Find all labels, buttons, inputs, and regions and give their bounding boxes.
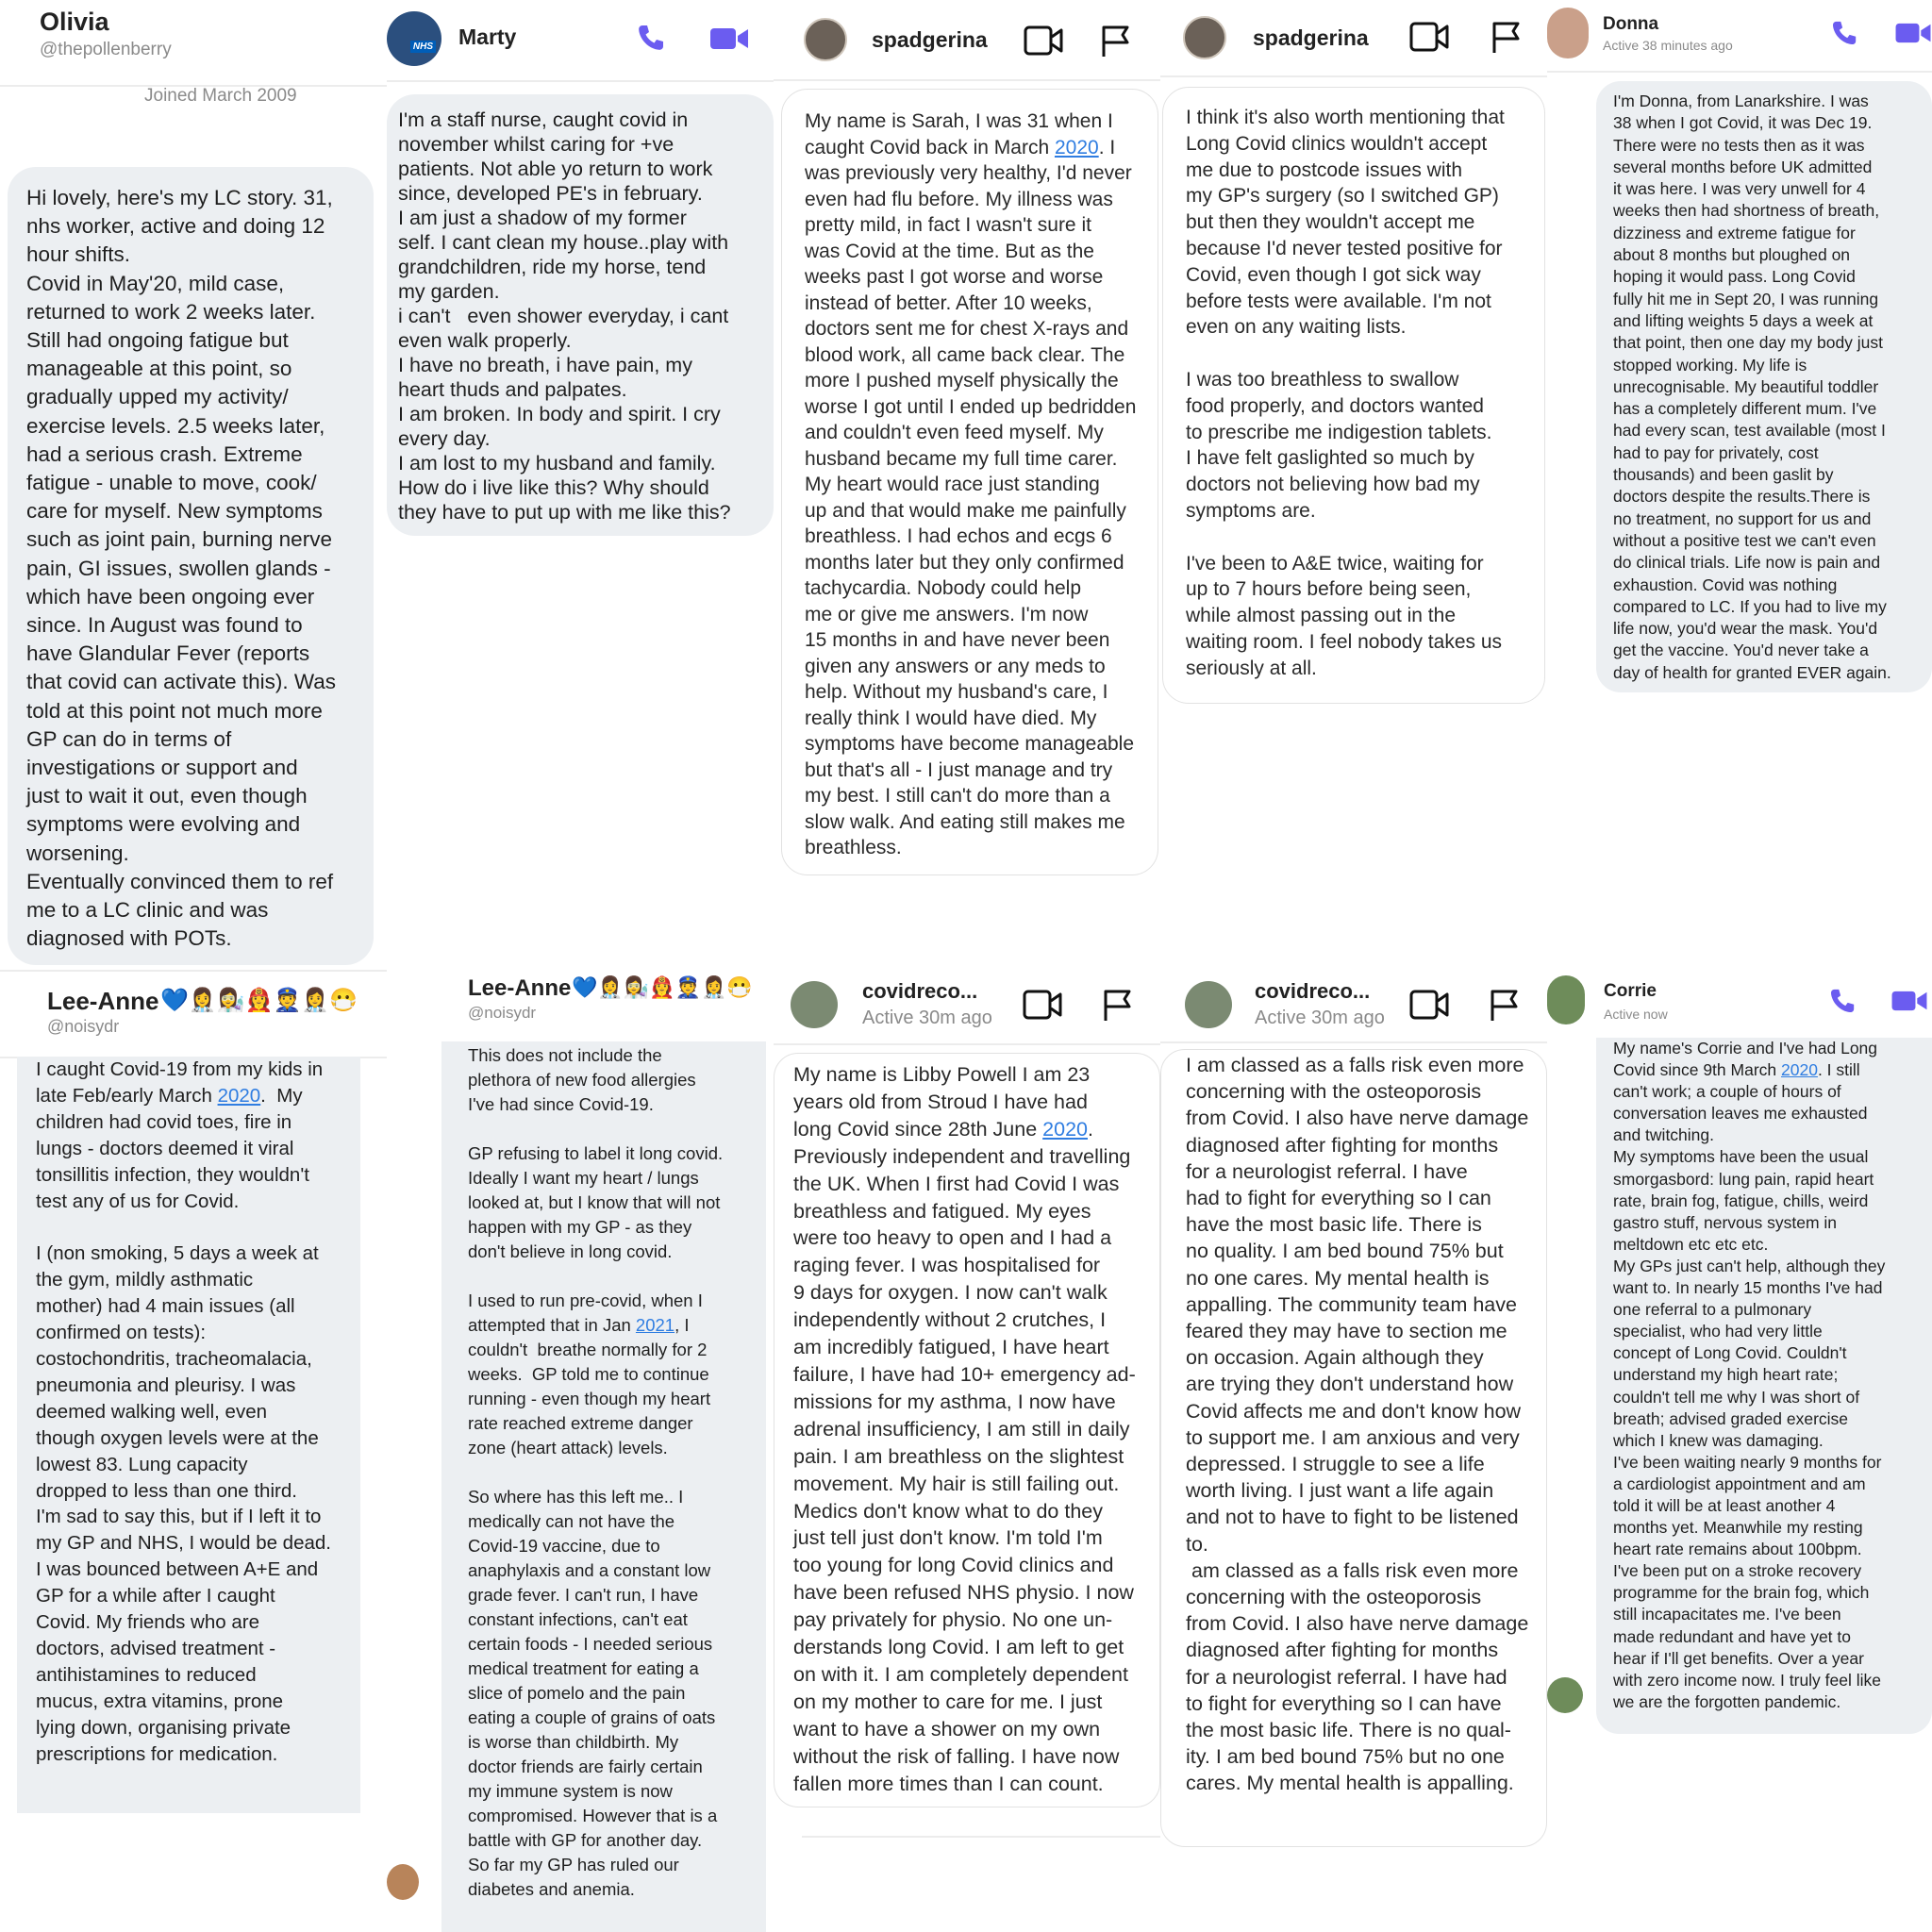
flag-icon[interactable]: [1489, 989, 1521, 1023]
avatar: [387, 11, 441, 66]
message-bubble: I think it's also worth mentioning that Long Covid clinics wouldn't accept me due to postcode issues with my GP's surgery (so I switched GP) but then they wouldn't accept me because I'd never tested positive for Covid, even though I got sick way before tests were available. I'm not even on any waiting lists. I was too breathless to swallow food properly, and doctors wanted to prescribe me indigestion tablets. I have felt gaslighted so much by doctors not believing how bad my symptoms are. I've been to A&E twice, waiting for up to 7 hours before being seen, while almost passing out in the waiting room. I feel nobody takes us seriously at all.: [1162, 87, 1545, 704]
footer-divider: [802, 1836, 1160, 1838]
active-status: Active 30m ago: [862, 1008, 992, 1028]
phone-icon[interactable]: [1830, 19, 1858, 47]
joined-date: Joined March 2009: [144, 86, 297, 106]
active-status: Active 38 minutes ago: [1603, 38, 1733, 53]
flag-icon[interactable]: [1100, 25, 1132, 58]
avatar: [1547, 1677, 1583, 1713]
contact-name: spadgerina: [872, 27, 988, 52]
message-bubble: My name is Sarah, I was 31 when I caught Covid back in March 2020. I was previously very healthy, I'd never even had flu before. My illness was pretty mild, in fact I wasn't sure it was Covid at the time. But as the weeks past I got worse and worse instead of better. After 10 weeks, doctors sent me for chest X-rays and blood work, all came back clear. The more I pushed myself physically the worse I got until I ended up bedridden and couldn't even feed myself. My husband became my full time carer. My heart would race just standing up and that would make me painfully breathless. I had echos and ecgs 6 months later but they only confirmed tachycardia. Nobody could help me or give me answers. I'm now 15 months in and have never been given any answers or any meds to help. Without my husband's care, I really think I would have died. My symptoms have become manageable but that's all - I just manage and try my best. I still can't do more than a slow walk. And eating still makes me breathless.: [781, 89, 1158, 875]
panel-spadgerina-1: [774, 0, 1160, 970]
message-bubble: My name is Libby Powell I am 23 years old from Stroud I have had long Covid since 28th June 2020. Previously independent and travelling the UK. When I first had Covid I was breathless and fatigued. My eyes were too heavy to open and I had a raging fever. I was hospitalised for 9 days for oxygen. I now can't walk independently without 2 crutches, I am incredibly fatigued, I have heart failure, I have had 10+ emergency ad- missions for my asthma, I now have adrenal insufficiency, I am still in daily pain. I am breathless on the slightest movement. My hair is still failing out. Medics don't know what to do they just tell just don't know. I'm told I'm too young for long Covid clinics and have been refused NHS physio. I now pay privately for physio. No one un- derstands long Covid. I am left to get on with it. I am completely dependent on my mother to care for me. I just want to have a shower on my own without the risk of falling. I have now fallen more times than I can count.: [774, 1053, 1160, 1807]
video-call-icon[interactable]: [1894, 22, 1932, 44]
contact-name: spadgerina: [1253, 25, 1369, 50]
message-bubble: I'm a staff nurse, caught covid in november whilst caring for +ve patients. Not able yo return to work since, developed PE's in february. I am just a shadow of my former self. I cant clean my house..play with grandchildren, ride my horse, tend my garden. i can't even shower everyday, i cant even walk properly. I have no breath, i have pain, my heart thuds and palpates. I am broken. In body and spirit. I cry every day. I am lost to my husband and family. How do i live like this? Why should they have to put up with me like this?: [387, 94, 774, 536]
panel-lee-anne-1: [0, 970, 387, 1932]
header-divider: [387, 80, 774, 82]
avatar: [804, 18, 847, 61]
message-bubble: This does not include the plethora of new food allergies I've had since Covid-19. GP refusing to label it long covid. Ideally I want my heart / lungs looked at, but I know that will not happen with my GP - as they don't believe in long covid. I used to run pre-covid, when I attempted that in Jan 2021, I couldn't breathe normally for 2 weeks. GP told me to continue running - even though my heart rate reached extreme danger zone (heart attack) levels. So where has this left me.. I medically can not have the Covid-19 vaccine, due to anaphylaxis and a constant low grade fever. I can't run, I have constant infections, can't eat certain foods - I needed serious medical treatment for eating a slice of pomelo and the pain eating a couple of grains of oats is worse than childbirth. My doctor friends are fairly certain my immune system is now compromised. However that is a battle with GP for another day. So far my GP has ruled our diabetes and anemia.: [441, 1041, 766, 1932]
avatar: [1547, 8, 1589, 58]
flag-icon[interactable]: [1491, 21, 1523, 55]
contact-name: Marty: [458, 25, 517, 49]
video-call-icon[interactable]: [709, 26, 749, 51]
profile-handle: @noisydr: [47, 1017, 120, 1036]
profile-name: Lee-Anne: [468, 975, 572, 1001]
date-link[interactable]: 2020: [217, 1084, 261, 1107]
top-divider: [0, 970, 387, 972]
profile-handle: @thepollenberry: [40, 40, 172, 59]
contact-name: covidreco...: [862, 979, 978, 1003]
avatar: [1547, 975, 1585, 1024]
message-bubble: I'm Donna, from Lanarkshire. I was 38 when I got Covid, it was Dec 19. There were no tests then as it was several months before UK admitted it was here. I was very unwell for 4 weeks then had shortness of breath, dizziness and extreme fatigue for about 8 months but ploughed on hoping it would pass. Long Covid fully hit me in Sept 20, I was running and lifting weights 5 days a week at that point, then one day my body just stopped working. My life is unrecognisable. My beautiful toddler has a completely different mum. I've had every scan, test available (most I had to pay for privately, cost thousands) and been gaslit by doctors despite the results.There is no treatment, no support for us and without a positive test we can't even do clinical trials. Life now is pain and exhaustion. Covid was nothing compared to LC. If you had to live my life now, you'd wear the mask. You'd get the vaccine. You'd never take a day of health for granted EVER again.: [1596, 81, 1932, 692]
profile-handle: @noisydr: [468, 1004, 537, 1022]
phone-icon[interactable]: [1828, 987, 1857, 1015]
video-camera-icon[interactable]: [1024, 25, 1063, 57]
phone-icon[interactable]: [636, 23, 666, 53]
message-bubble: I caught Covid-19 from my kids in late Feb/early March 2020. My children had covid toes, fire in lungs - doctors deemed it viral tonsillitis infection, they wouldn't test any of us for Covid. I (non smoking, 5 days a week at the gym, mildly asthmatic mother) had 4 main issues (all confirmed on tests): costochondritis, tracheomalacia, pneumonia and pleurisy. I was deemed walking well, even though oxygen levels were at the lowest 83. Lung capacity dropped to less than one third. I'm sad to say this, but if I left it to my GP and NHS, I would be dead. I was bounced between A+E and GP for a while after I caught Covid. My friends who are doctors, advised treatment - antihistamines to reduced mucus, extra vitamins, prone lying down, organising private prescriptions for medication.: [17, 1057, 360, 1813]
contact-name: covidreco...: [1255, 979, 1371, 1003]
panel-donna: [1547, 0, 1932, 970]
avatar: [387, 1864, 419, 1900]
active-status: Active 30m ago: [1255, 1008, 1385, 1028]
profile-name: Olivia: [40, 8, 109, 36]
header-divider: [774, 1043, 1160, 1045]
header-divider: [1547, 71, 1932, 73]
avatar: [1183, 16, 1226, 59]
message-bubble: Hi lovely, here's my LC story. 31, nhs worker, active and doing 12 hour shifts. Covid in May'20, mild case, returned to work 2 weeks later. Still had ongoing fatigue but manageable at this point, so gradually upped my activity/ exercise levels. 2.5 weeks later, had a serious crash. Extreme fatigue - unable to move, cook/ care for myself. New symptoms such as joint pain, burning nerve pain, GI issues, swollen glands - which have been ongoing ever since. In August was found to have Glandular Fever (reports that covid can activate this). Was told at this point not much more GP can do in terms of investigations or support and just to wait it out, even though symptoms were evolving and worsening. Eventually convinced them to ref me to a LC clinic and was diagnosed with POTs.: [8, 167, 374, 965]
panel-lee-anne-2: [387, 970, 774, 1932]
video-camera-icon[interactable]: [1409, 21, 1449, 53]
date-link[interactable]: 2020: [1054, 136, 1099, 158]
message-bubble: I am classed as a falls risk even more concerning with the osteoporosis from Covid. I also have nerve damage diagnosed after fighting for months for a neurologist referral. I have had to fight for everything so I can have the most basic life. There is no quality. I am bed bound 75% but no one cares. My mental health is appalling. The community team have feared they may have to section me on occasion. Again although they are trying they don't understand how Covid affects me and don't know how to support me. I am anxious and very depressed. I struggle to see a life worth living. I just want a life again and not to have to fight to be listened to. am classed as a falls risk even more concerning with the osteoporosis from Covid. I also have nerve damage diagnosed after fighting for months for a neurologist referral. I have had to fight for everything so I can have the most basic life. There is no qual- ity. I am bed bound 75% but no one cares. My mental health is appalling.: [1160, 1049, 1547, 1847]
panel-covidreco-1: [774, 970, 1160, 1932]
profile-emoji: 💙👩‍⚕️👩‍🔬👩‍🚒👮👩‍⚕️😷: [572, 975, 753, 999]
date-link[interactable]: 2020: [1781, 1060, 1818, 1080]
contact-name: Donna: [1603, 14, 1659, 34]
header-divider: [1160, 75, 1547, 77]
date-link[interactable]: 2021: [635, 1315, 675, 1335]
active-status: Active now: [1604, 1007, 1668, 1022]
profile-name: Lee-Anne: [47, 987, 159, 1015]
date-link[interactable]: 2020: [1042, 1117, 1088, 1141]
header-divider: [774, 79, 1160, 81]
panel-spadgerina-2: [1160, 0, 1547, 970]
panel-marty: [387, 0, 774, 970]
panel-corrie: [1547, 970, 1932, 1932]
flag-icon[interactable]: [1102, 989, 1134, 1023]
video-call-icon[interactable]: [1890, 990, 1928, 1012]
profile-emoji: 💙👩‍⚕️👩‍🔬👩‍🚒👮👩‍⚕️😷: [160, 988, 358, 1013]
video-camera-icon[interactable]: [1023, 989, 1062, 1021]
avatar: [791, 981, 838, 1028]
nhs-badge: NHS: [410, 41, 436, 53]
avatar: [1185, 981, 1232, 1028]
panel-olivia: [0, 0, 387, 970]
header-divider: [1160, 1041, 1547, 1043]
panel-covidreco-2: [1160, 970, 1547, 1932]
contact-name: Corrie: [1604, 981, 1657, 1001]
video-camera-icon[interactable]: [1409, 989, 1449, 1021]
message-bubble: My name's Corrie and I've had Long Covid since 9th March 2020. I still can't work; a couple of hours of conversation leaves me exhausted and twitching. My symptoms have been the usual smorgasbord: lung pain, rapid heart rate, brain fog, fatigue, chills, weird gastro stuff, nervous system in meltdown etc etc etc. My GPs just can't help, although they want to. In nearly 15 months I've had one referral to a pulmonary specialist, who had very little concept of Long Covid. Couldn't understand my high heart rate; couldn't tell me why I was short of breath; advised graded exercise which I knew was damaging. I've been waiting nearly 9 months for a cardiologist appointment and am told it will be at least another 4 months yet. Meanwhile my resting heart rate remains about 100bpm. I've been put on a stroke recovery programme for the brain fog, which still incapacitates me. I've been made redundant and have yet to hear if I'll get benefits. Over a year with zero income now. I truly feel like we are the forgotten pandemic.: [1596, 1038, 1932, 1734]
